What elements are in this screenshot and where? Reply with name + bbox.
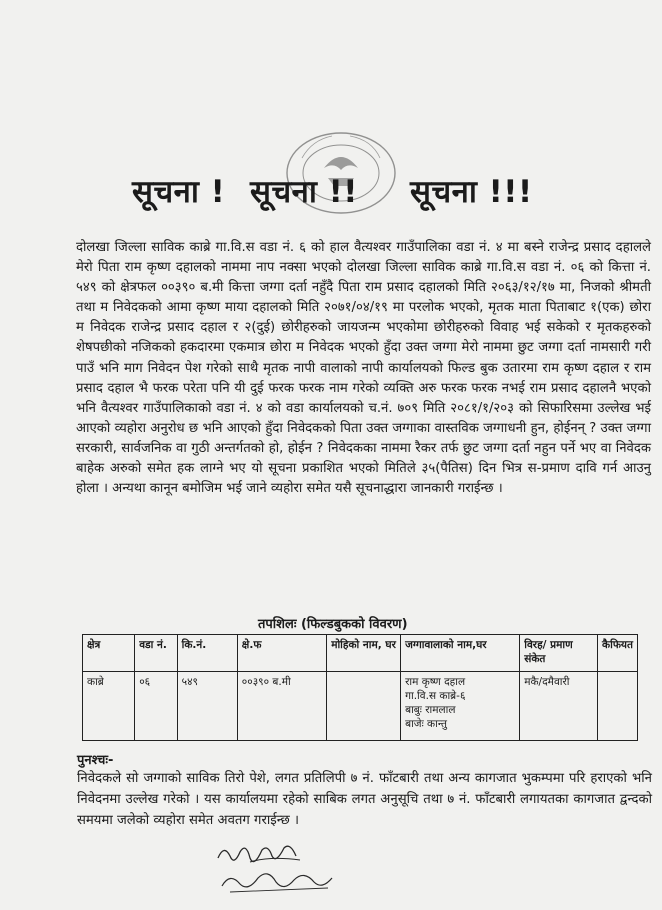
col-header-plot: कि.नं. <box>177 635 237 672</box>
cell-tenant <box>327 672 401 741</box>
owner-father: बाबुः रामलाल <box>405 704 456 716</box>
cell-evidence: मकै/दमैवारी <box>520 672 598 741</box>
col-header-size: क्षे.फ <box>237 635 326 672</box>
headline-word-3: सूचना !!! <box>410 174 533 210</box>
table-header-row <box>83 635 638 672</box>
col-header-evidence: विरह/ प्रमाण संकेत <box>520 635 598 672</box>
cell-area: काब्रे <box>83 672 135 741</box>
cell-ward: ०६ <box>135 672 177 741</box>
table-row <box>83 672 638 741</box>
notice-body: दोलखा जिल्ला साविक काब्रे गा.वि.स वडा नं. ६ को हाल वैत्यश्वर गाउँपालिका वडा नं. ४ मा बस्ने राजेन्द्र प्रसाद दहालले मेरो पिता राम कृष्ण दहालको नाममा नाप नक्सा भएको दोलखा जिल्ला साविक काब्रे गा.वि.स वडा नं. ०६ को कित्ता नं. ५४९ को क्षेत्रफल ००३९० ब.मी कित्ता जग्गा दर्ता नहुँदै पिता राम प्रसाद दहालको मिति २०६३/१२/१७ मा, निजको श्रीमती तथा म निवेदकको आमा कृष्ण माया दहालको मिति २०७१/०४/१९ मा परलोक भएको, मृतक माता पिताबाट १(एक) छोरा म निवेदक राजेन्द्र प्रसाद दहाल र २(दुई) छोरीहरुको जायजन्म भएकोमा छोरीहरुको विवाह भई सकेको र मृतकहरुको शेषपछीको नजिकको हकदारमा एकमात्र छोरा म निवेदक भएको हुँदा उक्त जग्गा मेरो नाममा छुट जग्गा दर्ता नामसारी गरी पाउँ भनि माग निवेदन पेश गरेको साथै मृतक नापी वालाको नापी कार्यालयको फिल्ड बुक उतारमा राम कृष्ण दहाल र राम प्रसाद दहाल भै फरक परेता पनि यी दुई फरक फरक नाम गरेको व्यक्ति अरु फरक फरक नभई राम प्रसाद दहालनै भएको भनि वैत्यश्वर गाउँपालिकाको वडा नं. ४ को वडा कार्यालयको च.नं. ७०९ मिति २०८१/१/२०३ को सिफारिसमा उल्लेख भई आएको व्यहोरा अनुरोध छ भनि आएको हुँदा निवेदकको पिता उक्त जग्गाका वास्तविक जग्गाधनी हुन, होईनन् ? उक्त जग्गा सरकारी, सार्वजनिक वा गुठी अन्तर्गतको हो, होईन ? निवेदकका नाममा रैकर तर्फ छुट जग्गा दर्ता नहुन पर्ने भए वा निवेदक बाहेक अरुको समेत हक लाग्ने भए यो सूचना प्रकाशित भएको मितिले ३५(पैतिस) दिन भित्र स-प्रमाण दावि गर्न आउनु होला । अन्यथा कानून बमोजिम भई जाने व्यहोरा समेत यसै सूचनाद्धारा जानकारी गराईन्छ । <box>76 240 651 497</box>
cell-plot: ५४९ <box>177 672 237 741</box>
handwritten-signature <box>210 838 350 898</box>
postscript-text: निवेदकले सो जग्गाको साविक तिरो पेशे, लगत प्रतिलिपी ७ नं. फाँटबारी तथा अन्य कागजात भुकम्पमा परि हराएको भनि निवेदनमा उल्लेख गरेको । यस कार्यालयमा रहेको साबिक लगत अनुसूचि तथा ७ नं. फाँटबारी लगायतका कागजात द्वन्दको समयमा जलेको व्यहोरा समेत अवतग गराईन्छ । <box>77 771 652 828</box>
cell-remarks <box>598 672 638 741</box>
cell-size: ००३९० ब.मी <box>237 672 326 741</box>
col-header-tenant: मोहिको नाम, घर <box>327 635 401 672</box>
notice-headline <box>0 170 662 230</box>
col-header-remarks: कैफियत <box>598 635 638 672</box>
col-header-ward: वडा नं. <box>135 635 177 672</box>
col-header-area: क्षेत्र <box>83 635 135 672</box>
owner-grandfather: बाजेः कान्तु <box>405 718 448 730</box>
fieldbook-table <box>82 634 638 741</box>
headline-word-2: सूचना !! <box>250 174 358 210</box>
cell-owner <box>401 672 520 741</box>
owner-name: राम कृष्ण दहाल <box>405 676 466 688</box>
headline-word-1: सूचना ! <box>132 174 226 210</box>
col-header-owner: जग्गावालाको नाम,घर <box>401 635 520 672</box>
postscript-label: पुनश्चः- <box>77 753 114 768</box>
owner-address: गा.वि.स काब्रे-६ <box>405 690 466 702</box>
table-title: तपशिलः (फिल्डबुकको विवरण) <box>258 617 408 632</box>
